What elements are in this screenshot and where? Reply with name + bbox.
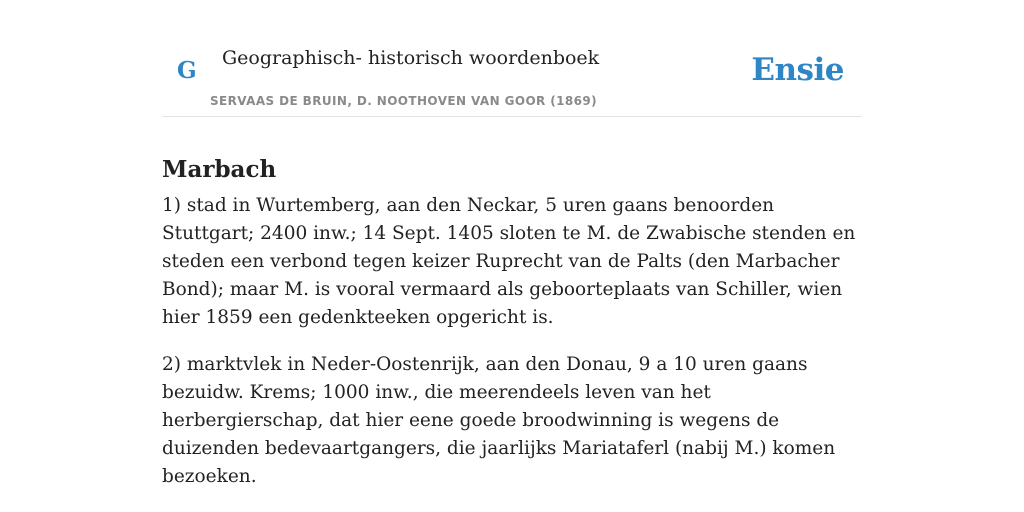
dictionary-header	[162, 0, 862, 117]
dictionary-title[interactable]: Geographisch- historisch woordenboek	[222, 47, 600, 69]
dictionary-letter-badge[interactable]: G	[177, 57, 197, 84]
entry-headword: Marbach	[162, 156, 277, 184]
dictionary-author: SERVAAS DE BRUIN, D. NOOTHOVEN VAN GOOR (1869)	[210, 94, 598, 108]
entry-paragraph-1: 1) stad in Wurtemberg, aan den Neckar, 5 uren gaans benoorden Stuttgart; 2400 inw.; 14 Sept. 1405 sloten te M. de Zwabische stenden en steden een verbond tegen keizer Ruprecht van de Palts (den Marbacher Bond); maar M. is vooral vermaard als geboorteplaats van Schiller, wien hier 1859 een gedenkteeken opgericht is.	[162, 195, 856, 328]
ensie-logo[interactable]: Ensie	[751, 52, 844, 88]
entry-paragraph-2: 2) marktvlek in Neder-Oostenrijk, aan den Donau, 9 a 10 uren gaans bezuidw. Krems; 1000 inw., die meerendeels leven van het herbergierschap, dat hier eene goede broodwinning is wegens de duizenden bedevaartgangers, die jaarlijks Mariataferl (nabij M.) komen bezoeken.	[162, 354, 836, 487]
